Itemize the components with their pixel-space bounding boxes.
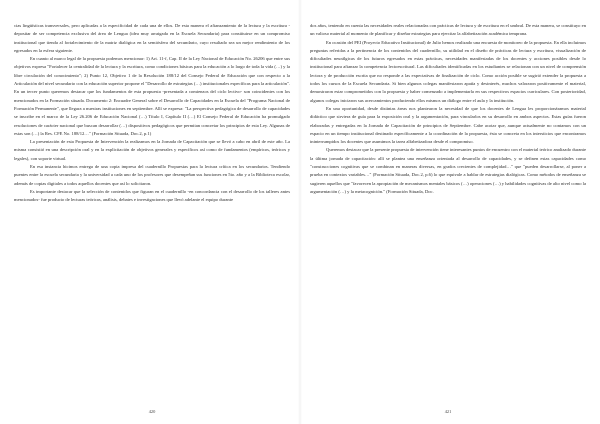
paragraph: Queremos destacar que la presente propuesta de intervención tiene interesantes puntos de encuentro con el material teórico analizado durante la última jornada de capacitación: allí se plantea una enseñanza orientada al desarrollo de capacidades, y se definen estas capacidades como "construcciones cognitivas que se combinan en maneras diversas, en grados crecientes de complejidad…" que "pueden desarrollarse, al poner a prueba en contextos variables…" (Formación Situada, Doc.2, p.6) lo que equivale a hablar de estrategias dialógicas. Como métodos de enseñanza se sugieren aquellos que "favorecen la apropiación de mecanismos mentales básicos (…) operaciones (…) y habilidades cognitivas de alto nivel como la argumentación (…) y la metacognición." (Formación Situada, Doc.: [310, 147, 586, 194]
page-number: 421: [444, 409, 452, 414]
paragraph: dos años, teniendo en cuenta las necesidades reales relacionadas con prácticas de lectura y de escritura en el umbral. De esta manera, se constituyo en un valioso material al momento de planificar y diseñar estrategias para ejercitar la alfabetización académica temprana.: [310, 23, 586, 37]
paragraph: En una oportunidad, desde distintas áreas nos plantearon la necesidad de que los docentes de Lengua les proporcionáramos material didáctico que sirviera de guía para la exposición oral y la argumentación, para vincularlos en su desarrollo en ambos aspectos. Estas guías fueron elaboradas y entregadas en la Jornada de Capacitación de principios de Septiembre. Cabe acotar que, aunque actualmente no contamos con un espacio en un tiempo institucional destinado específicamente a la coordinación de la propuesta, ésta se concreta en los intersticios que encontramos ininterrumpidos los docentes que asumimos la tarea alfabetizadora desde el compromiso.: [310, 105, 586, 145]
paragraph: En esa instancia hicimos entrega de una copia impresa del cuadernillo Propuestas para la lectura crítica en los secundarios. Tendiendo puentes entre la escuela secundaria y la universidad a cada uno de los profesores que desempeñan sus funciones en 5to. año y a la Biblioteca escolar, además de copias digitales a todos aquellos docentes que así lo solicitaron.: [14, 164, 290, 186]
page-number: 420: [148, 409, 156, 414]
paragraph: cias lingüísticas transversales, pero aplicadas a la especificidad de cada una de ellos. De esta manera el afianzamiento de la lectura y la escritura -depositar de ser competencia exclusiva del área de Lengua (idea muy arraigada en la Escuela Secundaria) para constituirse en un compromiso institucional que tienda al fortalecimiento de la matriz dialógica en la semiósfera del secundario, cuyo resultado sea un mejor rendimiento de los egresados en la esfera siguiente.: [14, 23, 290, 53]
right-page: [310, 22, 586, 414]
paragraph: Es importante destacar que la selección de contenidos que figuran en el cuadernillo -en concordancia con el desarrollo de los talleres antes mencionados- fue producto de lecturas teóricas, análisis, debates e investigaciones que llevó adelante el equipo durante: [14, 188, 290, 203]
paragraph: En cuanto al marco legal de la propuesta podemos mencionar: 1) Art. 11-f, Cap. II de la Ley Nacional de Educación No. 26206 que entre sus objetivos expresa "Fortalecer la centralidad de la lectura y la escritura, como condiciones básicas para la educación a lo largo de toda la vida (…) y la libre circulación del conocimiento"; 2) Punto 12, Objetivo 1 de la Resolución 188/12 del Consejo Federal de Educación que con respecto a la Articulación del nivel secundario con la educación superior propone el "Desarrollo de estrategias (…) institucionales específicas para la articulación". En un tercer punto queremos destacar que los fundamentos de esta propuesta -presentada a comienzos del ciclo lectivo- son coincidentes con los mencionados en la Formación situada. Documento 2: Encuadre General sobre el Desarrollo de Capacidades en la Escuela del "Programa Nacional de Formación Permanente", que llegara a nuestras instituciones en septiembre. Allí se expresa: "La perspectiva pedagógica de desarrollo de capacidades se inscribe en el marco de la Ley 26.206 de Educación Nacional (…) Título I, Capítulo II (…) El Consejo Federal de Educación ha promulgado resoluciones de carácter nacional que buscan desarrollar (…) dispositivos pedagógicos que permitan concretar los principios de esta Ley. Algunas de estas son (…) la Res. CFE No. 188/12…" (Formación Situada, Doc.2, p.1): [14, 56, 290, 136]
paragraph: En ocasión del PEI (Proyecto Educativo Institucional) de Julio hemos realizado una encuesta de monitoreo de la propuesta. En ella incluimos preguntas referidas a la pertinencia de los contenidos del cuadernillo, su utilidad en el diseño de prácticas de lectura y escritura, visualización de dificultades neurálgicas de los futuros egresados en estas prácticas, necesidades manifestadas de los docentes y acciones posibles desde lo institucional para afianzar la competencia lectoescritural. Las dificultades identificadas en los estudiantes se relacionan con un nivel de comprensión lectora y de producción escrita que no responde a las expectativas de finalización de ciclo. Como acción posible se sugirió extender la propuesta a todos los cursos de la Escuela Secundaria. Si bien algunos colegas manifestaron apatía y desinterés, muchos valoraron positivamente el material, demostraron estar comprometidos con la propuesta y haber comenzado a implementarla en sus respectivos espacios curriculares. Con posterioridad, algunos colegas iniciaron sus acercamientos produciendo ellos mismos un diálogo entre el aula y la institución.: [310, 39, 586, 103]
right-page-text: [310, 22, 586, 394]
gutter: [298, 0, 302, 424]
left-page-text: [14, 22, 290, 394]
paragraph: La presentación de esta Propuesta de Intervención la realizamos en la Jornada de Capacitación que se llevó a cabo en abril de este año. La misma consistió en una descripción oral y en la explicitación de objetivos generales y específicos así como de fundamentos (empíricos, teóricos y legales), con soporte virtual.: [14, 139, 290, 161]
left-page: [14, 22, 290, 414]
